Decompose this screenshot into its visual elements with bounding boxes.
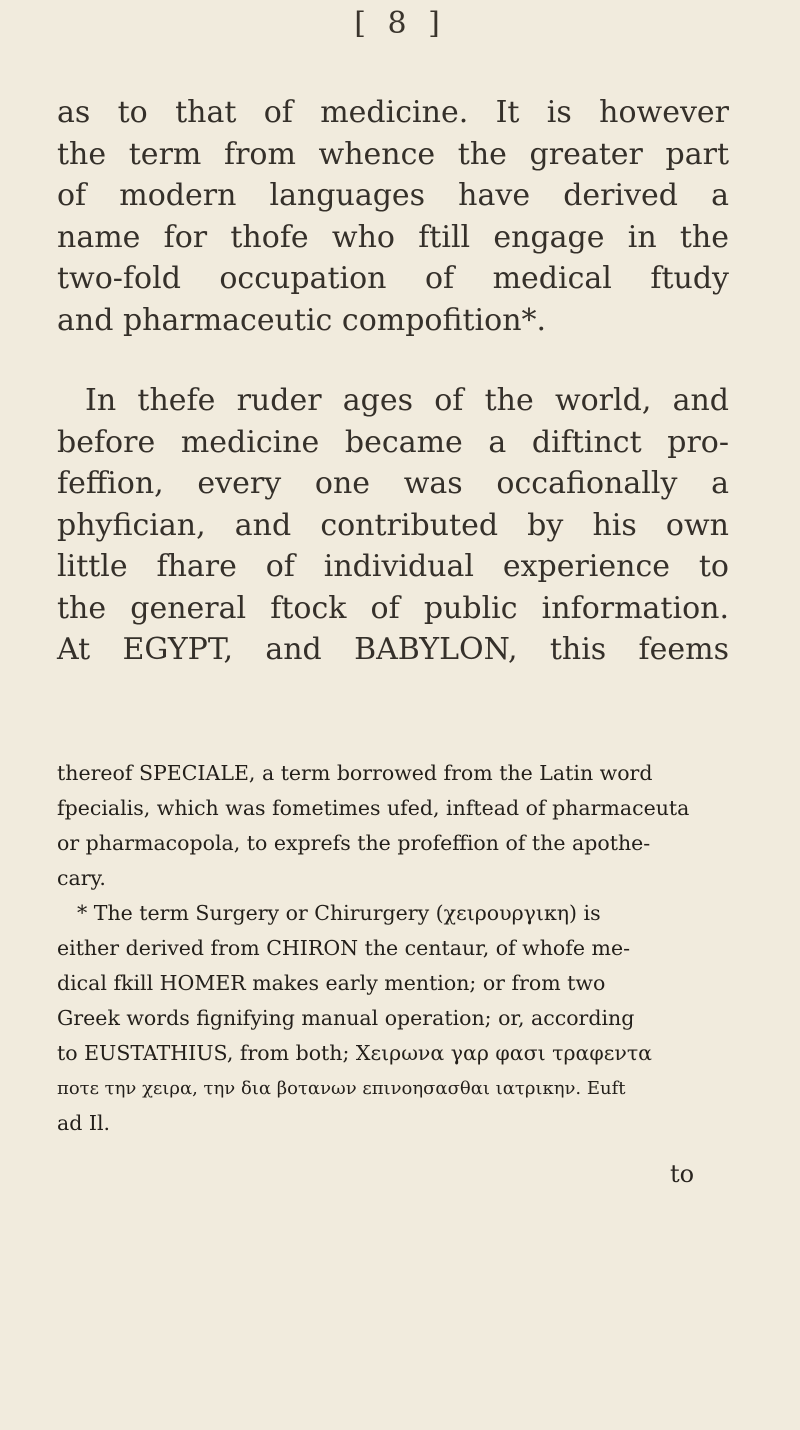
text-line: two-fold occupation of medical ftudy bbox=[57, 261, 729, 296]
text-line: name for thofe who ftill engage in the bbox=[57, 219, 729, 255]
text-line: the term from whence the greater part bbox=[57, 136, 729, 172]
text-line: phyfician, and contributed by his own bbox=[57, 507, 729, 543]
paragraph-gap bbox=[57, 341, 729, 380]
footnote-line: or pharmacopola, to exprefs the profeffion of the apothe- bbox=[57, 831, 651, 855]
footnote-line: ποτε την χειρα, την δια βοτανων επινοησασθαι ιατρικην. Euft bbox=[57, 1078, 626, 1099]
footnote bbox=[57, 756, 729, 1141]
footnote-line: cary. bbox=[57, 866, 106, 890]
footnote-line: Greek words fignifying manual operation; or, according bbox=[57, 1006, 635, 1030]
text-line: the general ftock of public information. bbox=[57, 590, 729, 626]
text-line: feffion, every one was occafionally a bbox=[57, 466, 729, 501]
text-line: At EGYPT, and BABYLON, this feems bbox=[57, 632, 729, 667]
footnote-line: either derived from CHIRON the centaur, of whofe me- bbox=[57, 936, 630, 960]
footnote-line: dical fkill HOMER makes early mention; or from two bbox=[57, 971, 606, 995]
footnote-line: to EUSTATHIUS, from both; Χειρωνα γαρ φασι τραφεντα bbox=[57, 1041, 653, 1065]
footnote-line: ad Il. bbox=[57, 1111, 111, 1135]
text-line: and pharmaceutic compofition*. bbox=[57, 302, 547, 338]
footnote-line: fpecialis, which was fometimes ufed, inftead of pharmaceuta bbox=[57, 796, 690, 820]
text-line: as to that of medicine. It is however bbox=[57, 95, 729, 130]
footnote-line: thereof SPECIALE, a term borrowed from the Latin word bbox=[57, 761, 653, 785]
page-number: [ 8 ] bbox=[354, 6, 446, 41]
text-line: little fhare of individual experience to bbox=[57, 549, 729, 584]
footnote-line: * The term Surgery or Chirurgery (χειρουργικη) is bbox=[77, 901, 601, 925]
catchword: to bbox=[670, 1160, 695, 1188]
text-line: before medicine became a diftinct pro- bbox=[57, 424, 729, 460]
text-line: of modern languages have derived a bbox=[57, 178, 729, 213]
main-text bbox=[57, 92, 729, 671]
text-line: In thefe ruder ages of the world, and bbox=[85, 383, 729, 418]
